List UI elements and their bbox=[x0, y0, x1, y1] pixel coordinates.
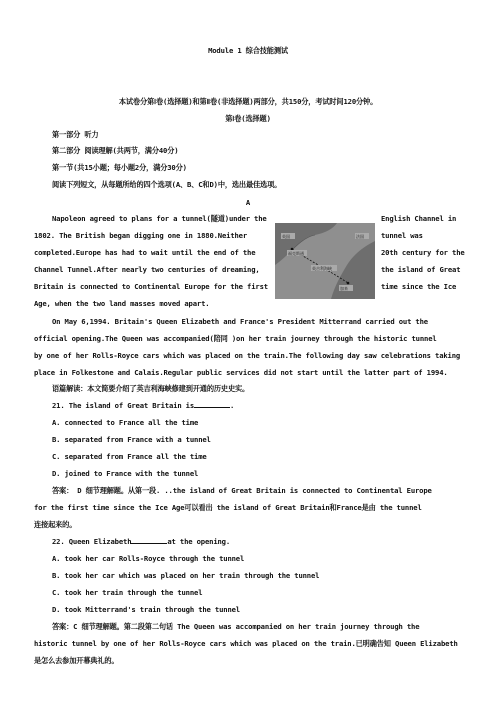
p1-right-4: the island of Great bbox=[381, 265, 461, 274]
q22-option-c: C. took her train through the tunnel bbox=[52, 588, 203, 597]
exam-intro: 本试卷分第Ⅰ卷(选择题)和第Ⅱ卷(非选择题)两部分，共150分，考试时间120分钟。 bbox=[118, 97, 378, 106]
q22-option-b: B. took her car which was placed on her train through the tunnel bbox=[52, 571, 320, 580]
q21-option-a: A. connected to France all the time bbox=[52, 418, 199, 427]
q21-answer-3: 连接起来的。 bbox=[34, 520, 77, 529]
instruction-text: 阅读下列短文，从每题所给的四个选项(A、B、C和D)中，选出最佳选项。 bbox=[52, 180, 282, 189]
q21-answer-1: 答案： D 细节理解题。从第一段. ..the island of Great Britain is connected to Continental Europe bbox=[52, 486, 432, 495]
page-title: Module 1 综合技能测试 bbox=[208, 46, 288, 55]
map-label-channel: 英吉利海峡 bbox=[312, 266, 332, 271]
q21-blank bbox=[194, 401, 230, 408]
p2-line-3: by one of her Rolls-Royce cars which was placed on the train.The following day saw celebrations taking bbox=[34, 351, 461, 360]
q22-stem-text: 22. Queen Elizabeth bbox=[52, 537, 132, 546]
p2-line-2: official opening.The Queen was accompanied(陪同 )on her train journey through the historic tunnel bbox=[34, 334, 437, 343]
part2-heading: 第二部分 阅读理解(共两节，满分40分) bbox=[52, 146, 179, 155]
p1-line-2: 1802. The British began digging one in 1880.Neither bbox=[34, 231, 248, 240]
q21-option-b: B. separated from France with a tunnel bbox=[52, 435, 211, 444]
q22-option-a: A. took her car Rolls-Royce through the tunnel bbox=[52, 554, 245, 563]
q22-answer-2: historic tunnel by one of her Rolls-Royce cars which was placed on the train.已明确告知 Queen Elizabeth bbox=[34, 639, 458, 648]
p2-line-1: On May 6,1994. Britain's Queen Elizabeth and France's President Mitterrand carried out the bbox=[52, 317, 428, 326]
volume-heading: 第Ⅰ卷(选择题) bbox=[225, 114, 271, 123]
p2-line-4: place in Folkestone and Calais.Regular public services did not start until the latter part of 1994. bbox=[34, 368, 448, 377]
q22-blank bbox=[131, 537, 167, 544]
q21-stem bbox=[52, 401, 234, 410]
section1-heading: 第一节(共15小题；每小题2分，满分30分) bbox=[52, 163, 187, 172]
passage-letter: A bbox=[245, 198, 251, 207]
part1-heading: 第一部分 听力 bbox=[52, 130, 99, 139]
p1-right-3: 20th century for the bbox=[381, 248, 465, 257]
p1-line-6: Age, when the two land masses moved apart. bbox=[34, 299, 210, 308]
q22-answer-1: 答案：C 细节理解题。第二段第二句话 The Queen was accompanied on her train journey through the bbox=[52, 622, 420, 631]
q21-stem-end: . bbox=[230, 401, 235, 410]
q22-option-d: D. took Mitterrand's train through the tunnel bbox=[52, 605, 240, 614]
map-graphic bbox=[275, 223, 375, 299]
q22-stem bbox=[52, 537, 230, 546]
q22-answer-3: 是怎么去参加开幕典礼的。 bbox=[34, 656, 119, 665]
p1-line-3: completed.Europe has had to wait until the end of the bbox=[34, 248, 256, 257]
map-label-uk: 英国 bbox=[282, 234, 290, 239]
p1-line-1: Napoleon agreed to plans for a tunnel(隧道)under the bbox=[52, 214, 267, 223]
q22-stem-end: at the opening. bbox=[167, 537, 231, 546]
p1-line-4: Channel Tunnel.After nearly two centuries of dreaming, bbox=[34, 265, 260, 274]
p1-right-5: time since the Ice bbox=[381, 282, 457, 291]
q21-answer-2: for the first time since the Ice Age可以看出 the island of Great Britain和France是由 the tunnel bbox=[34, 503, 422, 512]
p1-line-5: Britain is connected to Continental Europe for the first bbox=[34, 282, 268, 291]
passage-summary: 语篇解读：本文简要介绍了英吉利海峡修建到开通的历史史实。 bbox=[52, 384, 250, 393]
q21-option-c: C. separated from France all the time bbox=[52, 452, 207, 461]
q21-stem-text: 21. The island of Great Britain is bbox=[52, 401, 195, 410]
p1-right-1: English Channel in bbox=[381, 214, 457, 223]
q21-option-d: D. joined to France with the tunnel bbox=[52, 469, 199, 478]
channel-tunnel-map bbox=[275, 223, 375, 299]
map-label-france: 法国 bbox=[356, 234, 364, 239]
map-label-calais: 加来 bbox=[340, 286, 348, 291]
map-label-folkestone: 福克斯通 bbox=[288, 251, 304, 256]
p1-right-2: tunnel was bbox=[381, 231, 423, 240]
